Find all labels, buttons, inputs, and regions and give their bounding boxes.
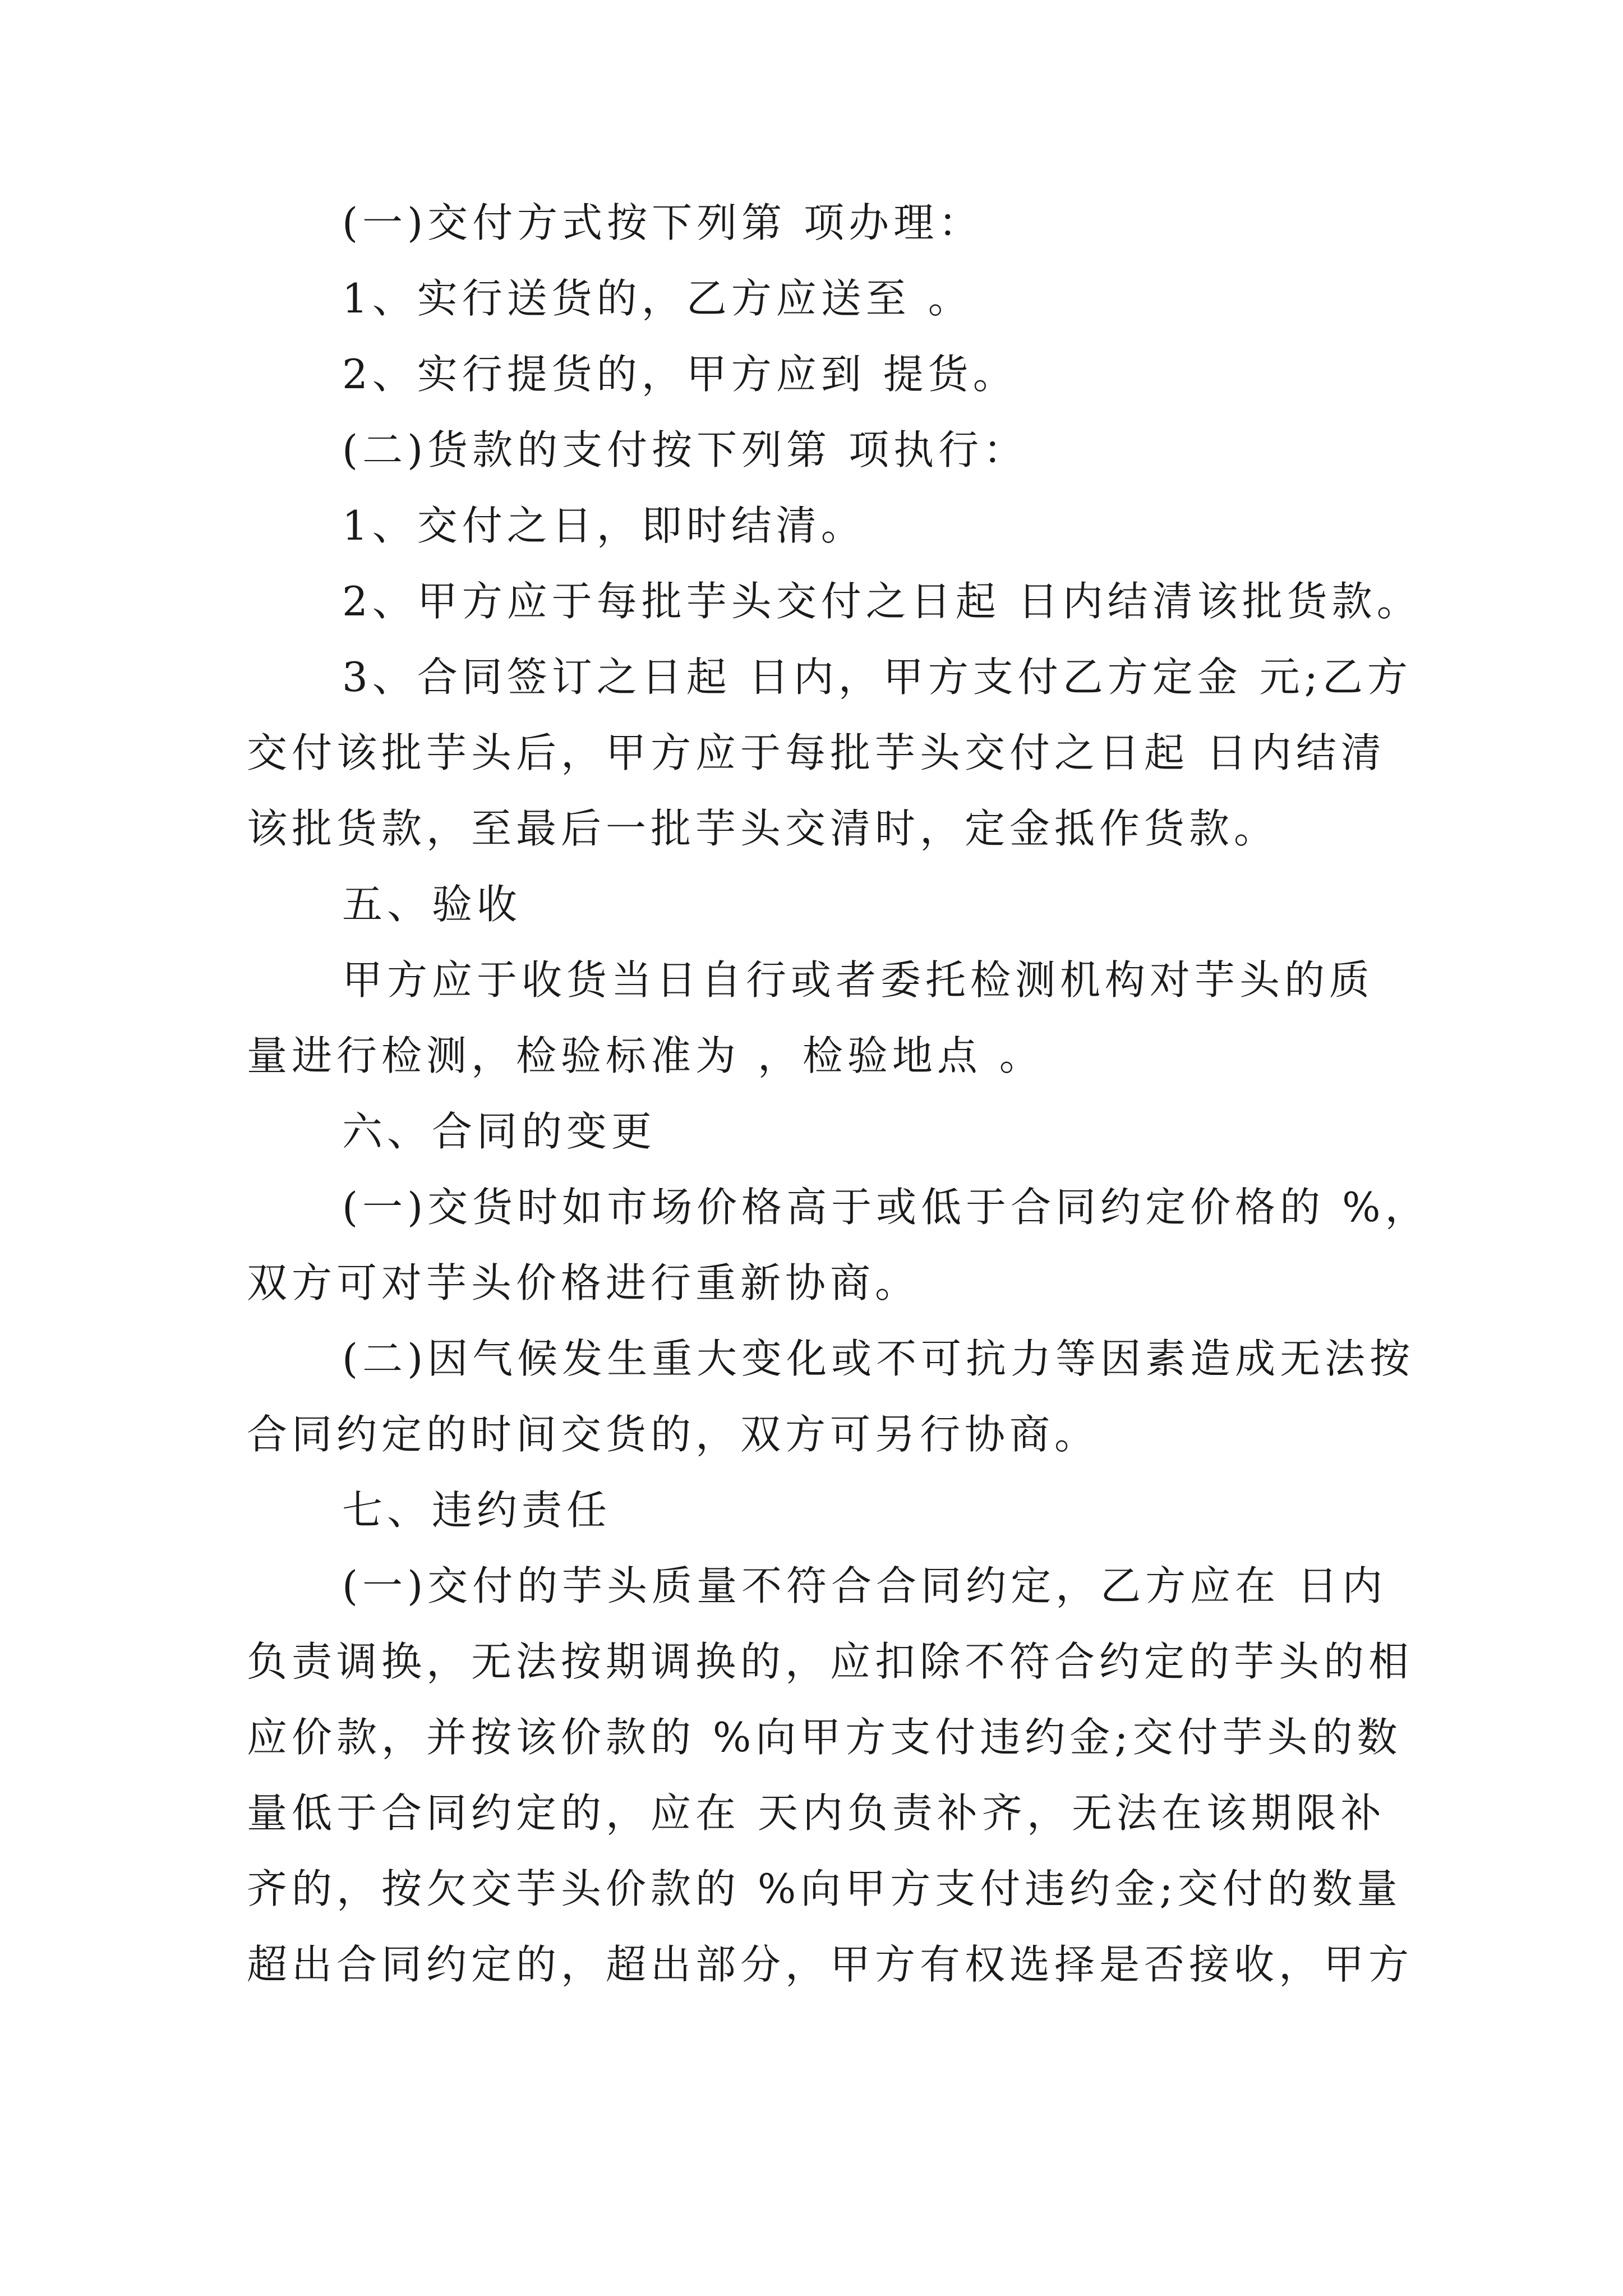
- text-line: 交付该批芋头后，甲方应于每批芋头交付之日起 日内结清: [247, 729, 1386, 776]
- text-line: 甲方应于收货当日自行或者委托检测机构对芋头的质: [342, 956, 1375, 1004]
- text-line: 1、交付之日，即时结清。: [342, 502, 866, 549]
- text-line: 双方可对芋头价格进行重新协商。: [247, 1259, 920, 1306]
- text-line: (一)交付的芋头质量不符合合同约定，乙方应在 日内: [342, 1562, 1387, 1609]
- text-line: 1、实行送货的，乙方应送至 。: [342, 275, 973, 322]
- text-line: (一)交付方式按下列第 项办理：: [342, 199, 984, 246]
- text-line: (二)货款的支付按下列第 项执行：: [342, 426, 1029, 473]
- text-line: 2、甲方应于每批芋头交付之日起 日内结清该批货款。: [342, 578, 1422, 625]
- text-line: 2、实行提货的，甲方应到 提货。: [342, 351, 1018, 398]
- text-line: 超出合同约定的，超出部分，甲方有权选择是否接收，甲方: [247, 1941, 1414, 1988]
- text-line: 应价款，并按该价款的 %向甲方支付违约金;交付芋头的数: [247, 1714, 1402, 1761]
- document-body: [247, 185, 1430, 2003]
- text-line: 量低于合同约定的，应在 天内负责补齐，无法在该期限补: [247, 1789, 1386, 1837]
- text-line: 合同约定的时间交货的，双方可另行协商。: [247, 1411, 1100, 1458]
- text-line: 负责调换，无法按期调换的，应扣除不符合约定的芋头的相: [247, 1638, 1414, 1685]
- section-heading: 六、合同的变更: [342, 1108, 657, 1155]
- text-line: 3、合同签订之日起 日内，甲方支付乙方定金 元;乙方: [342, 654, 1412, 701]
- section-heading: 七、违约责任: [342, 1487, 612, 1534]
- text-line: 该批货款，至最后一批芋头交清时，定金抵作货款。: [247, 805, 1279, 852]
- text-line: (一)交货时如市场价格高于或低于合同约定价格的 %，: [342, 1184, 1430, 1231]
- text-line: 齐的，按欠交芋头价款的 %向甲方支付违约金;交付的数量: [247, 1865, 1402, 1912]
- section-heading: 五、验收: [342, 881, 522, 928]
- text-line: 量进行检测，检验标准为 ，检验地点 。: [247, 1032, 1044, 1079]
- text-line: (二)因气候发生重大变化或不可抗力等因素造成无法按: [342, 1335, 1415, 1382]
